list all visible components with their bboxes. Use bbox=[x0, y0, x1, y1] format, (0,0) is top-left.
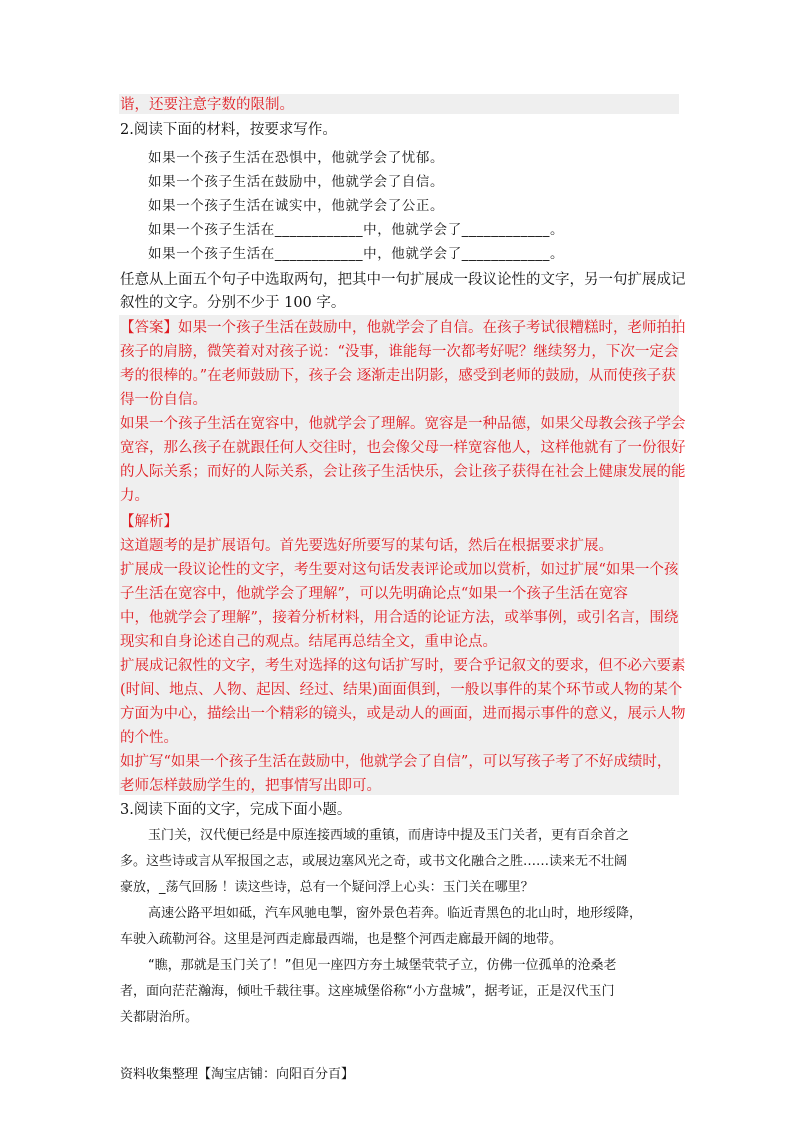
q2-line: 如果一个孩子生活在恐惧中，他就学会了忧郁。 bbox=[148, 150, 445, 166]
answer-line: 考的很棒的。”在老师鼓励下，孩子会 逐渐走出阴影，感受到老师的鼓励，从而使孩子获 bbox=[120, 368, 676, 384]
answer-line: 得一份自信。 bbox=[120, 392, 207, 408]
q2-line: 如果一个孩子生活在鼓励中，他就学会了自信。 bbox=[148, 174, 445, 190]
analysis-line: 中，他就学会了理解”，接着分析材料，用合适的论证方法，或举事例，或引名言，围绕 bbox=[120, 610, 679, 626]
answer-line: 力。 bbox=[120, 488, 149, 504]
analysis-line: 方面为中心，描绘出一个精彩的镜头，或是动人的画面，进而揭示事件的意义，展示人物 bbox=[120, 706, 686, 722]
passage-line: 者，面向茫茫瀚海，倾吐千载往事。这座城堡俗称“小方盘城”，据考证，正是汉代玉门 bbox=[120, 984, 615, 999]
top-fragment: 谐，还要注意字数的限制。 bbox=[120, 97, 294, 113]
q3-prompt: 3.阅读下面的文字，完成下面小题。 bbox=[120, 802, 352, 818]
passage-line: 多。这些诗或言从军报国之志，或展边塞风光之奇，或书文化融合之胜……读来无不壮阔 bbox=[120, 854, 628, 869]
passage-line: 车驶入疏勒河谷。这里是河西走廊最西端，也是整个河西走廊最开阔的地带。 bbox=[120, 932, 563, 947]
answer-line: 宽容，那么孩子在就跟任何人交往时，也会像父母一样宽容他人，这样他就有了一份很好 bbox=[120, 440, 686, 456]
passage-line: 豪放，_荡气回肠 ！读这些诗，总有一个疑问浮上心头：玉门关在哪里？ bbox=[120, 880, 534, 895]
q2-task: 任意从上面五个句子中选取两句，把其中一句扩展成一段议论性的文字，另一句扩展成记 bbox=[120, 272, 686, 288]
analysis-line: 现实和自身论述自己的观点。结尾再总结全文，重申论点。 bbox=[120, 634, 497, 650]
analysis-line: 扩展成记叙性的文字，考生对选择的这句话扩写时，要合乎记叙文的要求，但不必六要素 bbox=[120, 658, 686, 674]
analysis-line: (时间、地点、人物、起因、经过、结果)面面俱到，一般以事件的某个环节或人物的某个 bbox=[120, 682, 683, 698]
answer-line: 的人际关系；而好的人际关系，会让孩子生活快乐，会让孩子获得在社会上健康发展的能 bbox=[120, 464, 686, 480]
analysis-line: 老师怎样鼓励学生的，把事情写出即可。 bbox=[120, 778, 381, 794]
page-footer: 资料收集整理【淘宝店铺：向阳百分百】 bbox=[120, 1067, 355, 1082]
analysis-line: 如扩写“如果一个孩子生活在鼓励中，他就学会了自信”，可以写孩子考了不好成绩时， bbox=[120, 754, 672, 770]
passage-line: 玉门关，汉代便已经是中原连接西域的重镇，而唐诗中提及玉门关者，更有百余首之 bbox=[148, 828, 630, 843]
analysis-line: 子生活在宽容中，他就学会了理解”，可以先明确论点“如果一个孩子生活在宽容 bbox=[120, 586, 628, 602]
answer-line: 如果一个孩子生活在宽容中，他就学会了理解。宽容是一种品德，如果父母教会孩子学会 bbox=[120, 416, 686, 432]
q2-prompt: 2.阅读下面的材料，按要求写作。 bbox=[120, 122, 337, 138]
q2-line: 如果一个孩子生活在诚实中，他就学会了公正。 bbox=[148, 198, 445, 214]
passage-line: 关都尉治所。 bbox=[120, 1010, 199, 1025]
passage-line: “瞧，那就是玉门关了！”但见一座四方夯土城堡茕茕孑立，仿佛一位孤单的沧桑老 bbox=[148, 958, 617, 973]
answer-line: 孩子的肩膀，微笑着对对孩子说：“没事，谁能每一次都考好呢？继续努力，下次一定会 bbox=[120, 344, 679, 360]
q2-line: 如果一个孩子生活在____________中，他就学会了____________。 bbox=[148, 246, 565, 262]
answer-line: 【答案】如果一个孩子生活在鼓励中，他就学会了自信。在孩子考试很糟糕时，老师拍拍 bbox=[120, 320, 686, 336]
q2-line: 如果一个孩子生活在____________中，他就学会了____________。 bbox=[148, 222, 565, 238]
passage-line: 高速公路平坦如砥，汽车风驰电掣，窗外景色若奔。临近青黑色的北山时，地形绥降， bbox=[148, 906, 643, 921]
q2-task: 叙性的文字。分别不少于 100 字。 bbox=[120, 295, 346, 311]
analysis-line: 扩展成一段议论性的文字，考生要对这句话发表评论或加以赏析，如过扩展“如果一个孩 bbox=[120, 562, 679, 578]
analysis-label: 【解析】 bbox=[120, 514, 178, 530]
analysis-line: 这道题考的是扩展语句。首先要选好所要写的某句话，然后在根据要求扩展。 bbox=[120, 538, 613, 554]
analysis-line: 的个性。 bbox=[120, 730, 178, 746]
